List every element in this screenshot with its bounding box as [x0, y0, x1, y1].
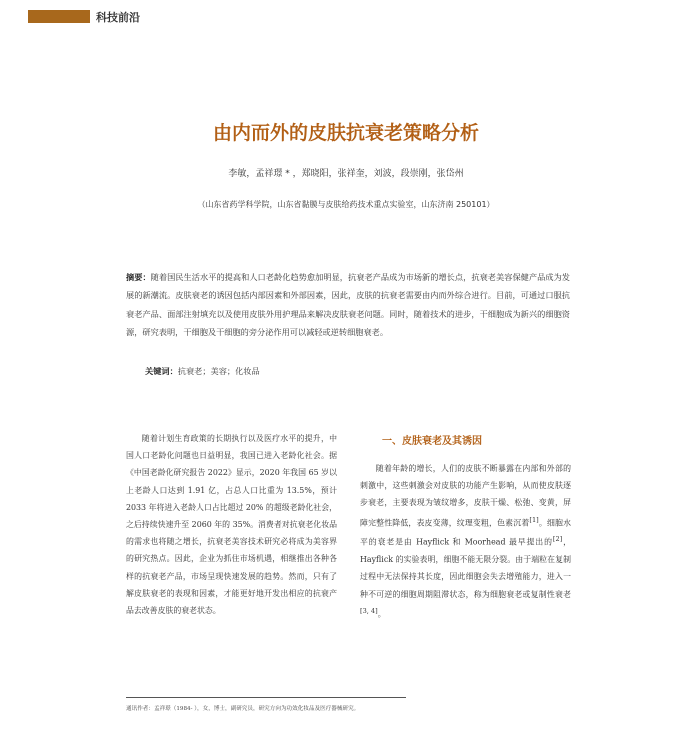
author-list: 李敏，孟祥璟 * ，郑晓阳，张祥奎，刘波，段崇刚，张岱州	[228, 169, 464, 179]
paragraph-text: 。	[377, 609, 386, 619]
abstract-label: 摘要：	[126, 272, 151, 282]
citation-ref[interactable]: [1]	[529, 515, 539, 524]
section-paragraph	[360, 460, 571, 623]
header-accent-bar	[28, 10, 90, 23]
paragraph-text: 。细胞水平的衰老是由 Hayflick 和 Moorhead 最早提出的	[360, 518, 571, 548]
affiliation: （山东省药学科学院，山东省黏膜与皮肤给药技术重点实验室，山东济南 250101）	[197, 200, 495, 209]
intro-paragraph: 随着计划生育政策的长期执行以及医疗水平的提升，中国人口老龄化问题也日益明显，我国已进入老龄化社会。据《中国老龄化研究报告 2022》显示，2020 年我国 65 岁以上老龄人口达到 1.91 亿，占总人口比重为 13.5%，预计 2033 年将进入老龄人口占比超过 20% 的超级老龄化社会，之后持续快速升至 2060 年的 35%。消费者对抗衰老化妆品的需求也将随之增长，抗衰老美容技术研究必将成为美容界的研究热点。因此，企业为抓住市场机遇，相继推出各种各样的抗衰老产品，市场呈现快速发展的趋势。然而，只有了解皮肤衰老的表现和因素，才能更好地开发出相应的抗衰产品去改善皮肤的衰老状态。	[126, 434, 337, 616]
right-column	[360, 460, 571, 623]
abstract-text: 随着国民生活水平的提高和人口老龄化趋势愈加明显，抗衰老产品成为市场新的增长点，抗衰老美容保健产品成为发展的新潮流。皮肤衰老的诱因包括内部因素和外部因素，因此，皮肤的抗衰老需要由内而外综合进行。目前，可通过口服抗衰老产品、面部注射填充以及使用皮肤外用护理品来解决皮肤衰老问题。同时，随着技术的进步，干细胞成为新兴的细胞资源，研究表明，干细胞及干细胞的旁分泌作用可以减轻或逆转细胞衰老。	[126, 272, 570, 337]
footnote: 通讯作者：孟祥璟（1984- ），女，博士，副研究员，研究方向为功效化妆品及医疗器械研究。	[126, 706, 360, 712]
citation-ref[interactable]: [3, 4]	[360, 606, 378, 615]
article-title: 由内而外的皮肤抗衰老策略分析	[212, 122, 479, 144]
paragraph-text: 随着年龄的增长，人们的皮肤不断暴露在内部和外部的刺激中，这些刺激会对皮肤的功能产生影响，从而使皮肤逐步衰老，主要表现为皱纹增多，皮肤干燥、松弛、变黄，屏障完整性降低，表皮变薄，纹理变粗，色素沉着	[360, 464, 571, 528]
keywords-label: 关键词：	[145, 366, 178, 376]
section-heading: 一、皮肤衰老及其诱因	[382, 436, 482, 447]
section-label: 科技前沿	[96, 11, 140, 24]
keywords	[145, 362, 565, 380]
keywords-text: 抗衰老；美容；化妆品	[177, 366, 260, 376]
paragraph-text: ，Hayflick 的实验表明，细胞不能无限分裂。由于端粒在复制过程中无法保持其长度，因此细胞会失去增殖能力，进入一种不可逆的细胞周期阻滞状态，称为细胞衰老或复制性衰老	[360, 538, 571, 599]
left-column	[126, 430, 337, 619]
abstract	[126, 268, 570, 341]
citation-ref[interactable]: [2]	[552, 535, 563, 544]
footnote-divider	[126, 697, 406, 698]
